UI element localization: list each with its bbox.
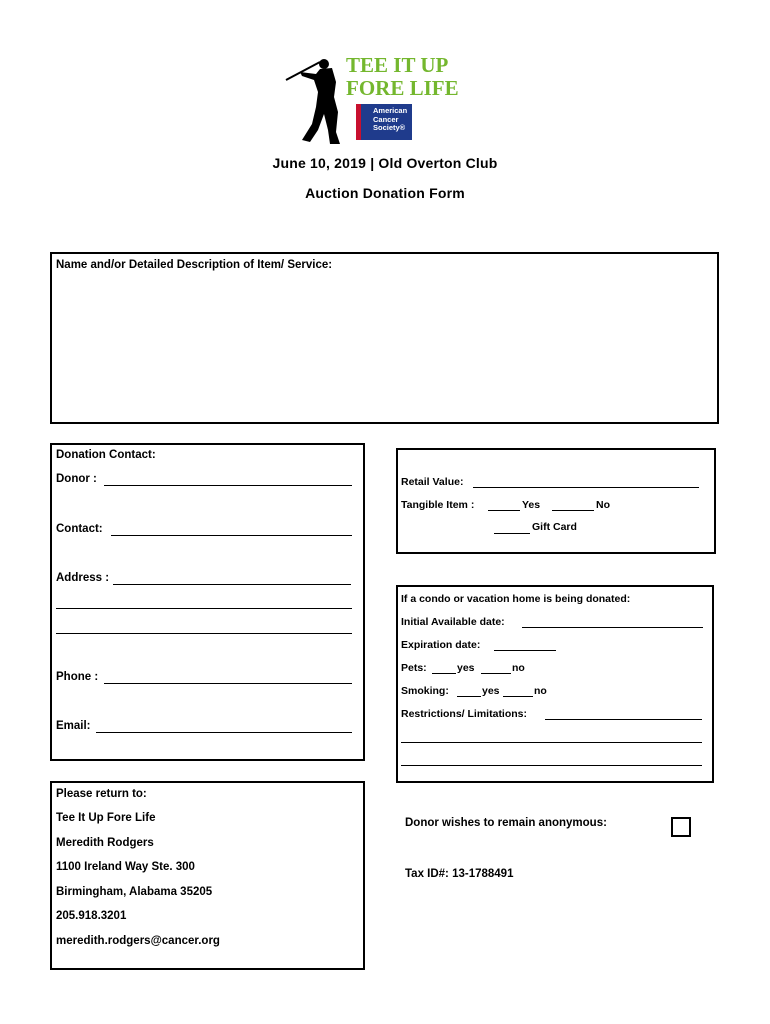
anonymous-label: Donor wishes to remain anonymous: — [405, 817, 607, 829]
restrictions-field-2[interactable] — [401, 742, 702, 743]
return-heading: Please return to: — [56, 788, 147, 800]
pets-no-field[interactable] — [481, 673, 511, 674]
donor-field[interactable] — [104, 485, 352, 486]
tangible-no-field[interactable] — [552, 510, 594, 511]
address-field-3[interactable] — [56, 633, 352, 634]
item-description-label: Name and/or Detailed Description of Item/ Service: — [56, 259, 333, 271]
pets-label: Pets: — [401, 662, 427, 674]
donation-contact-heading: Donation Contact: — [56, 449, 156, 461]
logo-line-1: TEE IT UP — [346, 53, 449, 77]
restrictions-label: Restrictions/ Limitations: — [401, 708, 528, 720]
return-line-4: Birmingham, Alabama 35205 — [56, 886, 213, 898]
pets-yes-field[interactable] — [432, 673, 456, 674]
address-field-2[interactable] — [56, 608, 352, 609]
gift-card-field[interactable] — [494, 533, 530, 534]
smoking-yes-label: yes — [482, 685, 500, 697]
tax-id: Tax ID#: 13-1788491 — [405, 868, 514, 880]
form-title: Auction Donation Form — [305, 185, 465, 201]
anonymous-checkbox[interactable] — [671, 817, 691, 837]
tangible-no-label: No — [596, 499, 610, 511]
contact-field[interactable] — [111, 535, 352, 536]
expiration-date-field[interactable] — [494, 650, 556, 651]
smoking-no-label: no — [534, 685, 547, 697]
smoking-no-field[interactable] — [503, 696, 533, 697]
address-label: Address : — [56, 572, 110, 584]
return-email: meredith.rodgers@cancer.org — [56, 935, 220, 947]
restrictions-field-1[interactable] — [545, 719, 702, 720]
acs-text-2: Cancer — [373, 114, 399, 124]
tangible-yes-field[interactable] — [488, 510, 520, 511]
donor-label: Donor : — [56, 473, 97, 485]
pets-no-label: no — [512, 662, 525, 674]
donation-contact-box — [50, 443, 365, 761]
return-line-1: Tee It Up Fore Life — [56, 812, 156, 824]
phone-label: Phone : — [56, 671, 99, 683]
item-description-box[interactable] — [50, 252, 719, 424]
smoking-label: Smoking: — [401, 685, 449, 697]
event-logo — [280, 52, 470, 147]
condo-heading: If a condo or vacation home is being donated: — [401, 593, 631, 605]
logo-line-2: FORE LIFE — [346, 76, 459, 100]
return-phone: 205.918.3201 — [56, 910, 127, 922]
acs-logo — [356, 104, 412, 140]
email-field[interactable] — [96, 732, 352, 733]
initial-date-field[interactable] — [522, 627, 703, 628]
pets-yes-label: yes — [457, 662, 475, 674]
phone-field[interactable] — [104, 683, 352, 684]
tangible-item-label: Tangible Item : — [401, 499, 475, 511]
tangible-yes-label: Yes — [522, 499, 541, 511]
restrictions-field-3[interactable] — [401, 765, 702, 766]
gift-card-label: Gift Card — [532, 521, 577, 533]
acs-text-3: Society® — [373, 123, 406, 132]
address-field-1[interactable] — [113, 584, 351, 585]
condo-vacation-box — [396, 585, 714, 783]
return-line-2: Meredith Rodgers — [56, 837, 154, 849]
contact-label: Contact: — [56, 523, 103, 535]
email-label: Email: — [56, 720, 91, 732]
acs-text-1: American — [373, 106, 408, 115]
retail-value-label: Retail Value: — [401, 476, 464, 488]
expiration-date-label: Expiration date: — [401, 639, 481, 651]
smoking-yes-field[interactable] — [457, 696, 481, 697]
return-line-3: 1100 Ireland Way Ste. 300 — [56, 861, 195, 873]
retail-value-field[interactable] — [473, 487, 699, 488]
initial-date-label: Initial Available date: — [401, 616, 505, 628]
event-date-location: June 10, 2019 | Old Overton Club — [272, 155, 498, 171]
